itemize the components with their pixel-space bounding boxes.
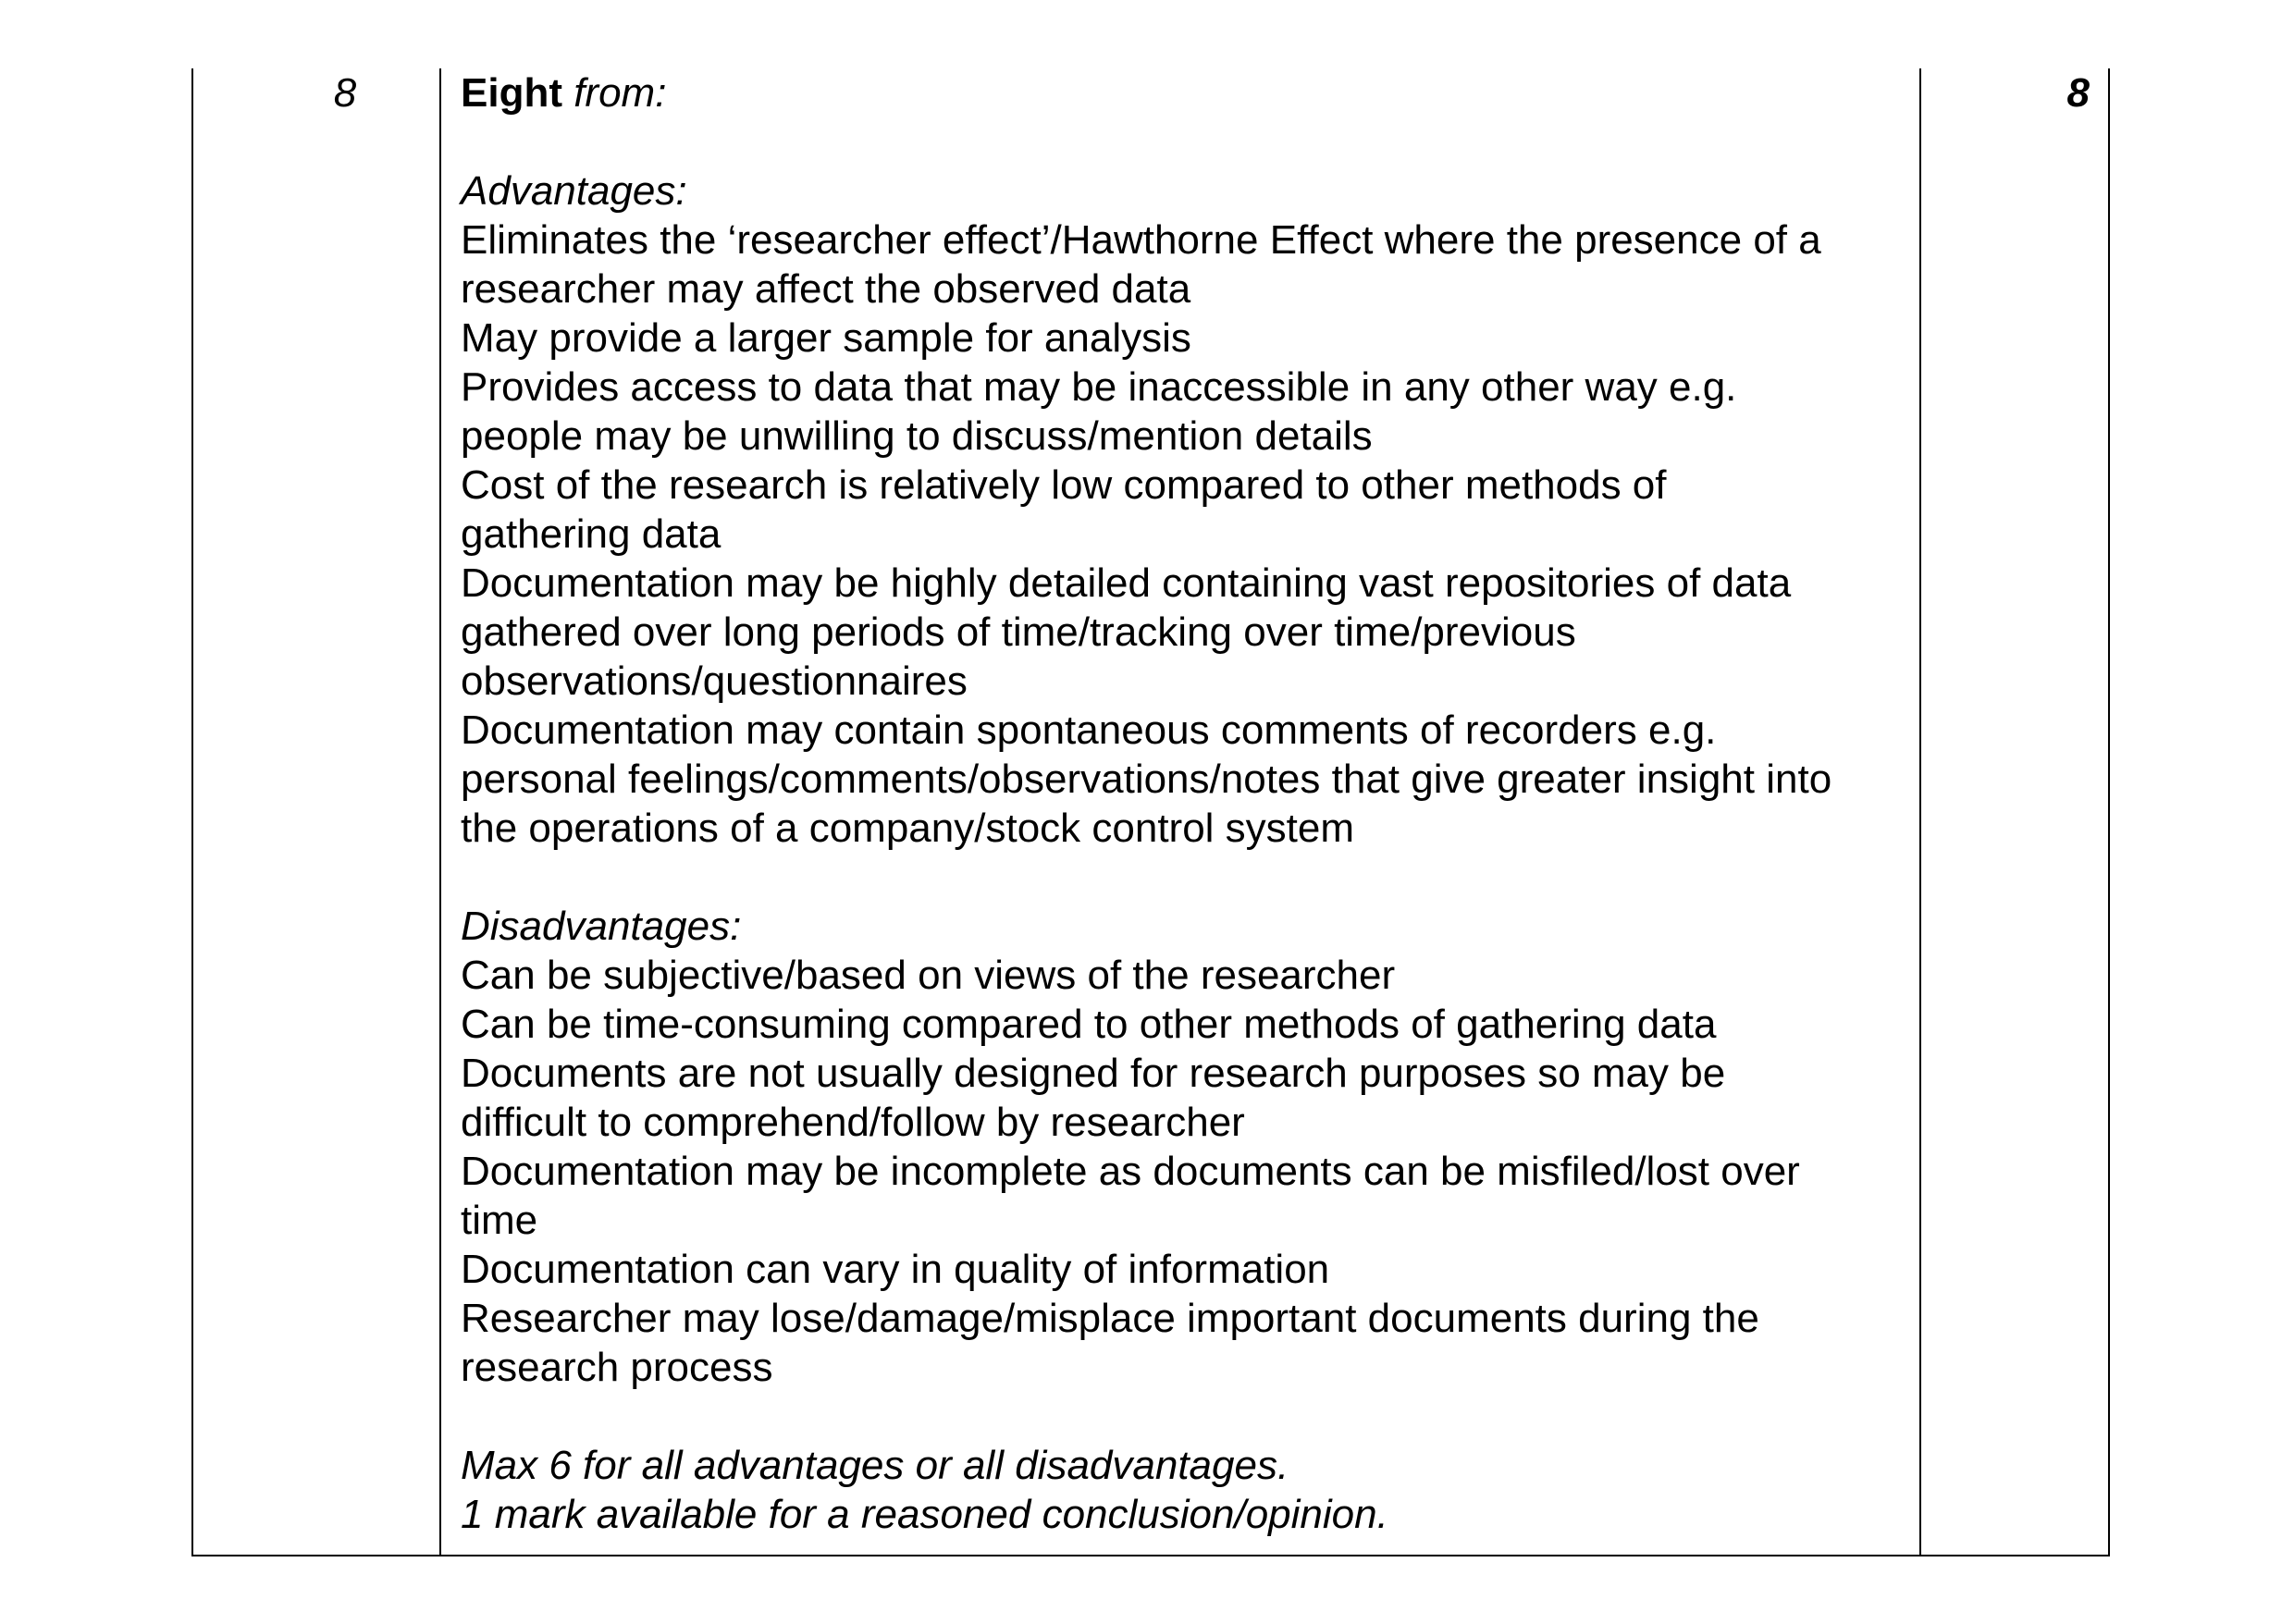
advantage-line: Cost of the research is relatively low compared to other methods of bbox=[461, 462, 1667, 508]
question-number: 8 bbox=[333, 70, 357, 116]
advantage-line: gathered over long periods of time/tracking over time/previous bbox=[461, 609, 1576, 655]
advantage-line: Documentation may be highly detailed containing vast repositories of data bbox=[461, 560, 1792, 606]
disadvantage-line: time bbox=[461, 1198, 538, 1243]
advantages-heading: Advantages: bbox=[461, 168, 687, 214]
column-divider bbox=[1919, 68, 1921, 1555]
marks-value: 8 bbox=[2066, 70, 2090, 116]
note-line: 1 mark available for a reasoned conclusion/opinion. bbox=[461, 1492, 1388, 1537]
disadvantage-line: Documentation may be incomplete as documents can be misfiled/lost over bbox=[461, 1149, 1800, 1194]
disadvantage-line: Can be subjective/based on views of the researcher bbox=[461, 953, 1396, 998]
advantage-line: observations/questionnaires bbox=[461, 658, 968, 704]
advantage-line: the operations of a company/stock control system bbox=[461, 806, 1355, 851]
advantage-line: personal feelings/comments/observations/notes that give greater insight into bbox=[461, 757, 1832, 802]
advantage-line: researcher may affect the observed data bbox=[461, 266, 1191, 312]
intro-italic: from: bbox=[561, 70, 667, 116]
note-line: Max 6 for all advantages or all disadvantages. bbox=[461, 1443, 1289, 1488]
disadvantage-line: research process bbox=[461, 1345, 773, 1390]
disadvantage-line: Documentation can vary in quality of information bbox=[461, 1247, 1330, 1292]
advantage-line: gathering data bbox=[461, 511, 722, 557]
advantage-line: May provide a larger sample for analysis bbox=[461, 315, 1191, 361]
disadvantages-heading: Disadvantages: bbox=[461, 904, 742, 949]
disadvantage-line: difficult to comprehend/follow by researcher bbox=[461, 1100, 1245, 1145]
advantage-line: Documentation may contain spontaneous comments of recorders e.g. bbox=[461, 707, 1717, 753]
intro-line bbox=[461, 68, 1904, 117]
advantage-line: Eliminates the ‘researcher effect’/Hawthorne Effect where the presence of a bbox=[461, 217, 1821, 263]
mark-scheme-table bbox=[191, 68, 2110, 1556]
answer-cell bbox=[461, 68, 1904, 1539]
disadvantage-line: Can be time-consuming compared to other methods of gathering data bbox=[461, 1002, 1717, 1047]
disadvantage-line: Documents are not usually designed for research purposes so may be bbox=[461, 1051, 1726, 1096]
intro-bold: Eight bbox=[461, 70, 562, 116]
disadvantage-line: Researcher may lose/damage/misplace important documents during the bbox=[461, 1296, 1759, 1341]
column-divider bbox=[439, 68, 441, 1555]
advantage-line: Provides access to data that may be inaccessible in any other way e.g. bbox=[461, 364, 1737, 410]
advantage-line: people may be unwilling to discuss/mention details bbox=[461, 413, 1373, 459]
